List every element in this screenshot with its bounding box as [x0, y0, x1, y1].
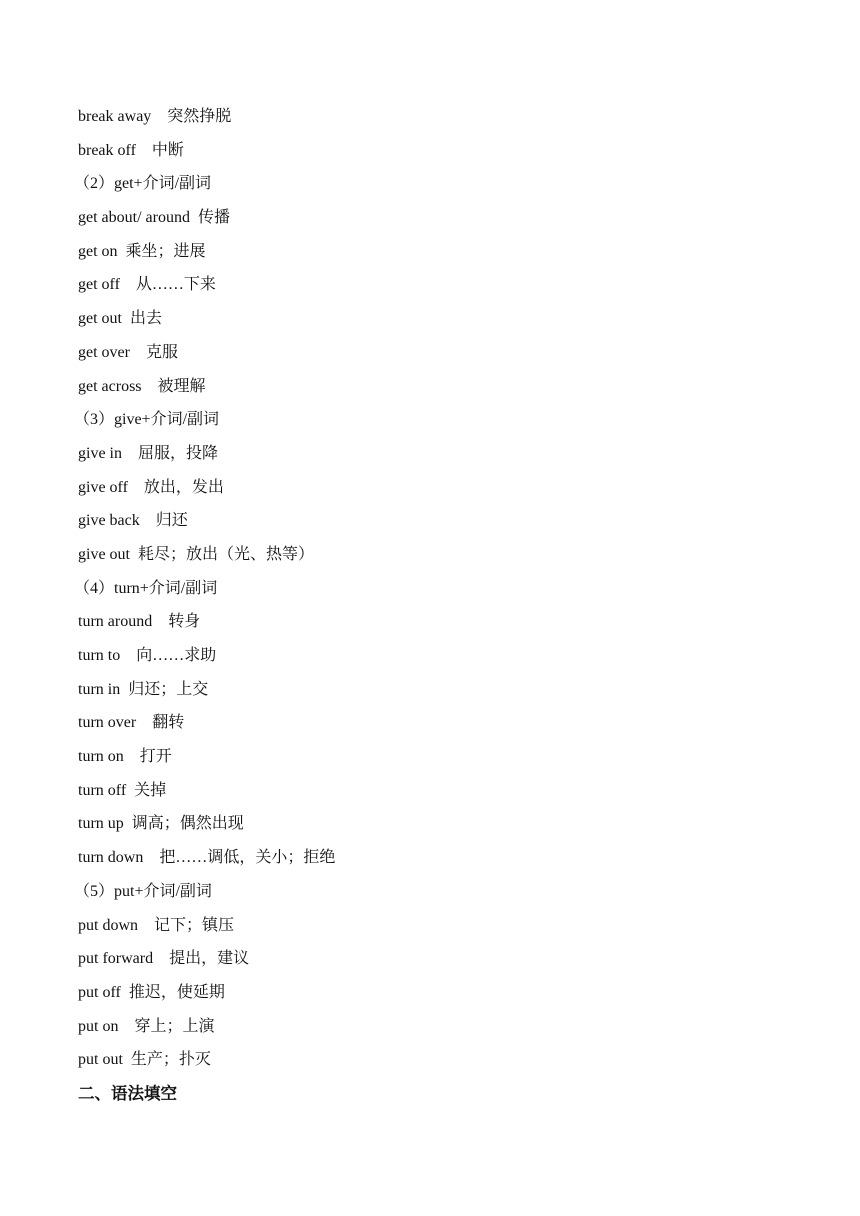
subsection-heading: （2）get+介词/副词 — [74, 175, 212, 193]
phrase-entry: give back 归还 — [78, 512, 188, 530]
phrase-entry: get on 乘坐；进展 — [78, 242, 206, 260]
phrase-entry: put down 记下；镇压 — [78, 916, 235, 934]
subsection-heading: （3）give+介词/副词 — [74, 411, 220, 429]
phrase-entry: break off 中断 — [78, 141, 184, 159]
phrase-entry: turn in 归还；上交 — [78, 680, 209, 698]
phrase-entry: put forward 提出，建议 — [78, 950, 250, 968]
phrase-entry: get out 出去 — [78, 310, 162, 328]
phrase-entry: get off 从……下来 — [78, 276, 216, 294]
phrase-entry: get over 克服 — [78, 343, 178, 361]
phrase-entry: give out 耗尽；放出（光、热等） — [78, 545, 314, 563]
phrase-entry: get across 被理解 — [78, 377, 206, 395]
phrase-entry: break away 突然挣脱 — [78, 108, 232, 125]
phrase-entry: put out 生产；扑灭 — [78, 1051, 211, 1069]
phrase-entry: turn to 向……求助 — [78, 647, 217, 664]
phrase-entry: turn around 转身 — [78, 613, 201, 631]
phrase-entry: turn off 关掉 — [78, 781, 167, 799]
phrase-entry: put off 推迟，使延期 — [78, 983, 225, 1001]
section-heading: 二、语法填空 — [78, 1083, 177, 1103]
phrase-entry: turn over 翻转 — [78, 714, 185, 732]
subsection-heading: （4）turn+介词/副词 — [74, 579, 218, 597]
phrase-entry: get about/ around 传播 — [78, 209, 230, 227]
phrase-entry: turn on 打开 — [78, 748, 172, 766]
subsection-heading: （5）put+介词/副词 — [74, 882, 212, 900]
phrase-list — [74, 100, 336, 1111]
phrase-entry: turn up 调高；偶然出现 — [78, 815, 244, 833]
phrase-entry: put on 穿上；上演 — [78, 1017, 215, 1035]
phrase-entry: give off 放出，发出 — [78, 478, 224, 496]
phrase-entry: turn down 把……调低，关小；拒绝 — [78, 849, 336, 867]
phrase-entry: give in 屈服，投降 — [78, 444, 218, 462]
